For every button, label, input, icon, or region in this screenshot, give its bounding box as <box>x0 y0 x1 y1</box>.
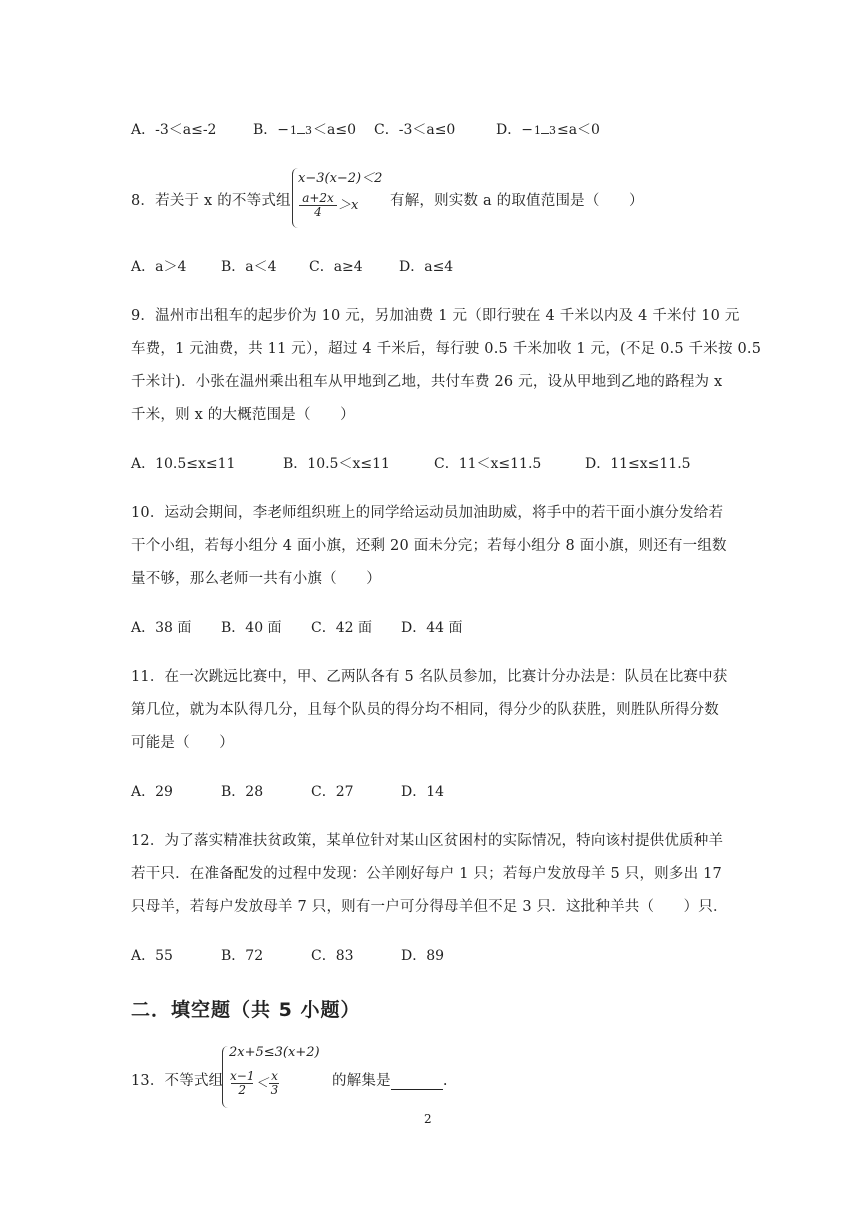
q11-line-2: 第几位，就为本队得几分，且每个队员的得分均不相同，得分少的队获胜，则胜队所得分数 <box>131 702 719 718</box>
q7-option-c: C．-3＜a≤0 <box>374 122 456 138</box>
q12-option-c: C．83 <box>311 948 354 964</box>
q7-b-fraction: 1 3 <box>290 123 313 137</box>
q11-option-b: B．28 <box>221 784 264 800</box>
page-number: 2 <box>424 1112 432 1126</box>
q13-answer-blank[interactable] <box>391 1075 443 1090</box>
q11-option-a: A．29 <box>131 784 173 800</box>
q7-option-b: B．−1 3＜a≤0 <box>253 122 357 138</box>
q10-options <box>131 617 463 637</box>
q10-line-1: 10．运动会期间，李老师组织班上的同学给运动员加油助威，将手中的若干面小旗分发给若 <box>131 505 724 521</box>
q8-stem-before: 8．若关于 x 的不等式组 <box>131 193 291 209</box>
q7-option-a: A．-3＜a≤-2 <box>131 122 217 138</box>
q11-option-c: C．27 <box>311 784 354 800</box>
q7-d-fraction: 1 3 <box>533 123 556 137</box>
q12-line-2: 若干只．在准备配发的过程中发现：公羊刚好每户 1 只；若每户发放母羊 5 只，则多出 17 <box>131 866 722 882</box>
q11-line-1: 11．在一次跳远比赛中，甲、乙两队各有 5 名队员参加，比赛计分办法是：队员在比赛中获 <box>131 669 728 685</box>
q12-line-1: 12．为了落实精准扶贫政策，某单位针对某山区贫困村的实际情况，特向该村提供优质种羊 <box>131 833 724 849</box>
q12-option-a: A．55 <box>131 948 173 964</box>
q9-option-d: D．11≤x≤11.5 <box>585 456 691 472</box>
q11-option-d: D．14 <box>401 784 445 800</box>
q8-option-d: D．a≤4 <box>399 259 454 275</box>
q9-line-2: 车费，1 元油费，共 11 元），超过 4 千米后，每行驶 0.5 千米加收 1 元，(不足 0.5 千米按 0.5 <box>131 341 762 357</box>
q10-line-2: 干个小组，若每小组分 4 面小旗，还剩 20 面未分完；若每小组分 8 面小旗，则还有一组数 <box>131 538 727 554</box>
q9-line-3: 千米计)．小张在温州乘出租车从甲地到乙地，共付车费 26 元，设从甲地到乙地的路程为 x <box>131 374 723 390</box>
q10-option-c: C．42 面 <box>311 620 372 636</box>
q9-line-4: 千米，则 x 的大概范围是（ ） <box>131 407 355 423</box>
q8-option-c: C．a≥4 <box>309 259 363 275</box>
q10-line-3: 量不够，那么老师一共有小旗（ ） <box>131 571 381 587</box>
q13-system-line1: 2x+5≤3(x+2) <box>229 1045 320 1060</box>
q8-stem-after: 有解，则实数 a 的取值范围是（ ） <box>390 193 644 209</box>
q9-option-c: C．11＜x≤11.5 <box>434 456 542 472</box>
q12-line-3: 只母羊，若每户发放母羊 7 只，则有一户可分得母羊但不足 3 只．这批种羊共（ ）只． <box>131 899 728 915</box>
q11-line-3: 可能是（ ） <box>131 735 234 751</box>
q8-option-a: A．a＞4 <box>131 259 187 275</box>
q7-options <box>131 119 600 139</box>
q13-system-brace <box>222 1046 229 1108</box>
q9-option-b: B．10.5＜x≤11 <box>283 456 390 472</box>
q13-stem-after: 的解集是 . <box>332 1073 448 1089</box>
q12-options <box>131 945 444 965</box>
q13-stem-before: 13．不等式组 <box>131 1073 224 1089</box>
q8-system-line1: x−3(x−2)＜2 <box>298 171 383 186</box>
q8-system-line2: $\frac{a+2x}{4}$ ＞x <box>298 192 358 219</box>
q12-option-d: D．89 <box>401 948 445 964</box>
q9-option-a: A．10.5≤x≤11 <box>131 456 236 472</box>
q10-option-d: D．44 面 <box>401 620 463 636</box>
section-heading: 二．填空题（共 5 小题） <box>131 999 361 1021</box>
q10-option-b: B．40 面 <box>221 620 282 636</box>
q12-option-b: B．72 <box>221 948 264 964</box>
q8-option-b: B．a＜4 <box>221 259 277 275</box>
q9-options <box>131 453 691 473</box>
q8-options <box>131 256 453 276</box>
q10-option-a: A．38 面 <box>131 620 192 636</box>
q11-options <box>131 781 444 801</box>
q7-option-d: D．−1 3≤a＜0 <box>496 122 600 138</box>
q9-line-1: 9．温州市出租车的起步价为 10 元，另加油费 1 元（即行驶在 4 千米以内及 4 千米付 10 元 <box>131 308 740 324</box>
q13-system-line2: $\frac{x-1}{2}$ ＜ $\frac{x}{3}$ <box>230 1069 279 1097</box>
